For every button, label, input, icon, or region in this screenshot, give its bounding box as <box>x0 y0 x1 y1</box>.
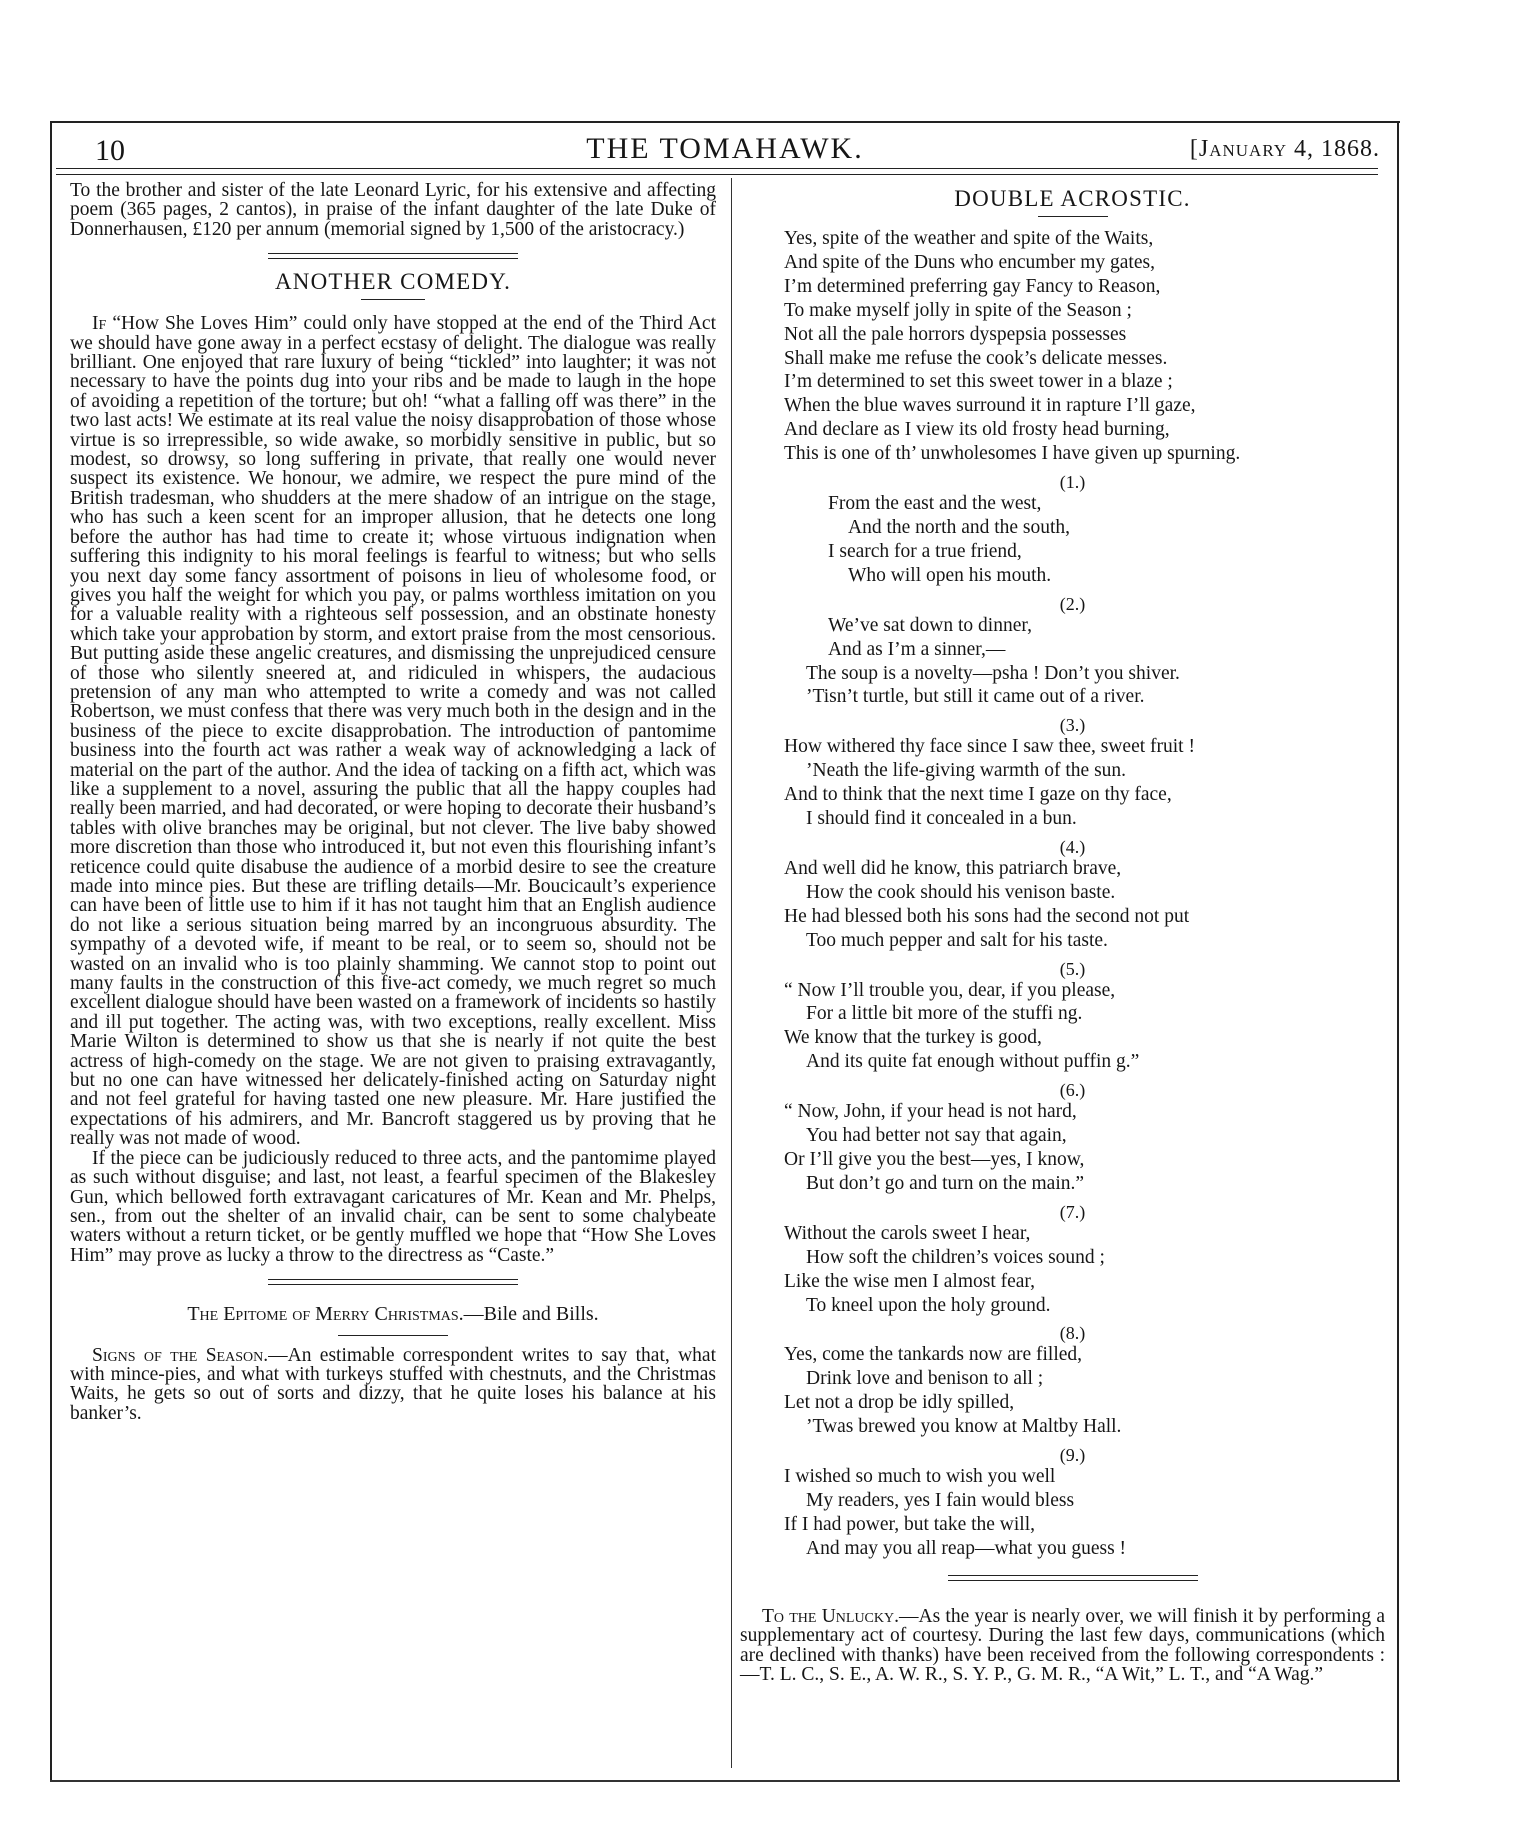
verse-line: Or I’ll give you the best—yes, I know, <box>784 1149 1085 1170</box>
verse-line: “ Now I’ll trouble you, dear, if you please, <box>784 979 1116 1001</box>
drop-word: If <box>92 313 107 335</box>
stanza-number: (3.) <box>1059 715 1086 736</box>
verse-line: ’Tisn’t turtle, but still it came out of a river. <box>806 686 1145 708</box>
right-column <box>740 186 1385 1685</box>
stanza-number: (8.) <box>1059 1323 1086 1344</box>
heading-underline <box>1038 216 1108 217</box>
section-double-rule <box>268 253 518 259</box>
epitome-paragraph <box>70 1305 716 1324</box>
verse-line: I wished so much to wish you well <box>784 1466 1056 1488</box>
verse-line: Yes, spite of the weather and spite of the Waits, <box>784 228 1154 249</box>
verse-line: To kneel upon the holy ground. <box>806 1294 1051 1316</box>
verse-line: How withered thy face since I saw thee, sweet fruit ! <box>784 736 1195 758</box>
verse-line: Too much pepper and salt for his taste. <box>806 929 1108 951</box>
verse-line: When the blue waves surround it in rapture I’ll gaze, <box>784 395 1196 417</box>
unlucky-paragraph <box>740 1607 1385 1685</box>
verse-line: Drink love and benison to all ; <box>806 1368 1044 1390</box>
stanza-8 <box>760 1323 1385 1439</box>
verse-line: I should find it concealed in a bun. <box>806 808 1077 830</box>
issue-date: [January 4, 1868. <box>1189 136 1380 162</box>
verse-line: Like the wise men I almost fear, <box>784 1270 1036 1292</box>
verse-line: ’Twas brewed you know at Maltby Hall. <box>806 1416 1122 1438</box>
verse-line: Who will open his mouth. <box>848 564 1052 586</box>
verse-line: I’m determined preferring gay Fancy to Reason, <box>784 275 1161 297</box>
left-border <box>50 122 52 1782</box>
stanza-number: (2.) <box>1059 593 1086 614</box>
page-header <box>50 130 1400 170</box>
verse-line: And to think that the next time I gaze on thy face, <box>784 784 1172 806</box>
verse-line: And the north and the south, <box>848 516 1071 538</box>
verse-line: Without the carols sweet I hear, <box>784 1222 1031 1244</box>
verse-line: But don’t go and turn on the main.” <box>806 1172 1085 1194</box>
verse-line: The soup is a novelty—psha ! Don’t you shiver. <box>806 662 1180 684</box>
verse-line: And spite of the Duns who encumber my gates, <box>784 251 1155 273</box>
stanza-number: (9.) <box>1059 1445 1086 1466</box>
verse-line: We know that the turkey is good, <box>784 1027 1042 1049</box>
verse-line: Yes, come the tankards now are filled, <box>784 1344 1083 1366</box>
verse-line: How the cook should his venison baste. <box>806 881 1116 903</box>
left-column <box>70 181 716 1423</box>
verse-line: ’Neath the life-giving warmth of the sun. <box>806 760 1127 782</box>
top-border <box>50 121 1400 123</box>
verse-line: Shall make me refuse the cook’s delicate messes. <box>784 347 1168 369</box>
section-double-rule <box>268 1279 518 1285</box>
stanza-number: (5.) <box>1059 958 1086 979</box>
right-border <box>1397 122 1399 1782</box>
stanza-number: (1.) <box>1059 472 1086 493</box>
comedy-paragraph-2: If the piece can be judiciously reduced to three acts, and the pantomime played as such without disguise; and last, not least, a fearful specimen of the Blakesley Gun, which bellowed forth extravagant caricatures of Mr. Kean and Mr. Phelps, sen., from out the shelter of an invalid chair, can be sent to some chalybeate waters without a return ticket, or be gently muffled we hope that “How She Loves Him” may prove as lucky a throw to the directress as “Caste.” <box>70 1147 716 1266</box>
epitome-label: The Epitome of Merry Christmas. <box>187 1303 464 1326</box>
stanza-number: (4.) <box>1059 836 1086 857</box>
unlucky-text: —As the year is nearly over, we will finish it by performing a supplementary act of courtesy. During the last few days, communications (which are declined with thanks) have been received from the following correspondents :—T. L. C., S. E., A. W. R., S. Y. P., G. M. R., “A Wit,” L. T., and “A Wag.” <box>740 1605 1385 1685</box>
acrostic-intro <box>784 227 1385 466</box>
stanza-number: (6.) <box>1059 1080 1086 1101</box>
verse-line: Not all the pale horrors dyspepsia possesses <box>784 323 1127 345</box>
comedy-paragraph-1-text: “How She Loves Him” could only have stopped at the end of the Third Act we should have gone away in a perfect ecstasy of delight. The dialogue was really brilliant. One enjoyed that rare luxury of being “tickled” into laughter; it was not necessary to have the points dug into your ribs and be made to laugh in the hope of avoiding a repetition of the torture; but oh! “what a falling off was there” in the two last acts! We estimate at its real value the noisy disapprobation of those whose virtue is so irrepressible, so wide awake, so morbidly sensitive in public, but so modest, so drowsy, so long suffering in private, that really one would never suspect its existence. We honour, we admire, we respect the pure mind of the British tradesman, who shudders at the mere shadow of an intrigue on the stage, who has such a keen scent for an improper allusion, that he detects one long before the author has had time to create it; whose virtuous indignation when suffering this indignity to his moral feelings is fearful to witness; but who sells you next day some fancy assortment of poisons in lieu of wholesome food, or gives you half the weight for which you pay, or palms worthless imitation on you for a valuable reality with a righteous self possession, and an obstinate honesty which take your approbation by storm, and extort praise from the most censorious. But putting aside these angelic creatures, and dismissing the unprejudiced censure of those who silently sneered at, and ridiculed in whispers, the audacious pretension of any man who attempted to write a comedy and was not called Robertson, we must confess that there was very much both in the design and in the business of the piece to excite disapprobation. The introduction of pantomime business into the fourth act was rather a weak way of acknowledging a lack of material on the part of the author. And the idea of tacking on a fifth act, which was like a supplement to a novel, assuring the public that all the happy couples had really been married, and had decorated, or were hoping to decorate their husband’s tables with olive branches may be original, but not clever. The live baby showed more discretion than those who introduced it, but not even this flourishing infant’s reticence could quite disabuse the audience of a morbid desire to see the creature made into mince pies. But these are trifling details—Mr. Boucicault’s experience can have been of little use to him if it has not taught him that an English audience do not like a serious situation being marred by an incongruous absurdity. The sympathy of a devoted wife, if meant to be real, or to seem so, should not be wasted on an invalid who is too plainly shamming. We cannot stop to point out many faults in the construction of this five-act comedy, we much regret so much excellent dialogue should have been wasted on a framework of incidents so hastily and ill put together. The acting was, with two exceptions, really excellent. Miss Marie Wilton is determined to show us that she is nearly if not quite the best actress of high-comedy on the stage. We are not given to praising extravagantly, but no one can have witnessed her delicately-finished acting on Saturday night and not feel grateful for having tasted one new pleasure. Mr. Hare justified the expectations of his admirers, and Mr. Bancroft staggered us by proving that he really was not made of wood. <box>70 313 716 1150</box>
stanza-5 <box>760 959 1385 1075</box>
verse-line: This is one of th’ unwholesomes I have given up spurning. <box>784 443 1241 465</box>
verse-line: And as I’m a sinner,— <box>828 638 1006 660</box>
bottom-border <box>50 1780 1400 1782</box>
comedy-heading: ANOTHER COMEDY. <box>274 269 512 295</box>
verse-line: I’m determined to set this sweet tower in a blaze ; <box>784 371 1173 393</box>
stanza-6 <box>760 1080 1385 1196</box>
page-number: 10 <box>95 134 125 167</box>
header-double-rule <box>56 168 1378 175</box>
verse-line: You had better not say that again, <box>806 1125 1067 1147</box>
verse-line: From the east and the west, <box>828 493 1042 515</box>
unlucky-label: To the Unlucky. <box>762 1605 899 1627</box>
verse-line: To make myself jolly in spite of the Season ; <box>784 299 1132 321</box>
verse-line: If I had power, but take the will, <box>784 1513 1036 1535</box>
stanza-1 <box>760 472 1385 588</box>
verse-line: I search for a true friend, <box>828 540 1022 562</box>
verse-line: Let not a drop be idly spilled, <box>784 1392 1015 1414</box>
stanza-3 <box>760 715 1385 831</box>
stanza-4 <box>760 837 1385 953</box>
column-separator <box>731 178 732 1768</box>
verse-line: He had blessed both his sons had the second not put <box>784 905 1190 927</box>
signs-label: Signs of the Season. <box>92 1344 269 1366</box>
stanza-2 <box>760 594 1385 710</box>
comedy-paragraph-1 <box>70 314 716 1148</box>
annuity-paragraph: To the brother and sister of the late Leonard Lyric, for his extensive and affecting poem (365 pages, 2 cantos), in praise of the infant daughter of the late Duke of Donnerhausen, £120 per annum (memorial signed by 1,500 of the aristocracy.) <box>70 180 716 240</box>
verse-line: “ Now, John, if your head is not hard, <box>784 1101 1077 1123</box>
verse-line: And declare as I view its old frosty head burning, <box>784 419 1170 441</box>
verse-line: And its quite fat enough without puffin g.” <box>806 1051 1140 1073</box>
stanza-7 <box>760 1202 1385 1318</box>
verse-line: And well did he know, this patriarch brave, <box>784 857 1122 879</box>
verse-line: My readers, yes I fain would bless <box>806 1489 1075 1511</box>
section-double-rule <box>948 1575 1198 1581</box>
verse-line: For a little bit more of the stuffi ng. <box>806 1003 1083 1025</box>
verse-line: How soft the children’s voices sound ; <box>806 1246 1105 1268</box>
verse-line: And may you all reap—what you guess ! <box>806 1537 1127 1559</box>
heading-underline <box>361 299 425 300</box>
masthead-title: THE TOMAHAWK. <box>586 132 864 165</box>
acrostic-heading: DOUBLE ACROSTIC. <box>954 186 1191 211</box>
signs-text: —An estimable correspondent writes to say that, what with mince-pies, and what with turkeys stuffed with chestnuts, and the Christmas Waits, he gets so out of sorts and dizzy, that he quite loses his balance at his banker’s. <box>70 1344 716 1424</box>
signs-paragraph <box>70 1346 716 1424</box>
stanza-number: (7.) <box>1059 1201 1086 1222</box>
verse-line: We’ve sat down to dinner, <box>828 614 1032 636</box>
short-rule <box>338 1335 448 1336</box>
epitome-text: —Bile and Bills. <box>463 1303 599 1326</box>
stanza-9 <box>760 1445 1385 1561</box>
